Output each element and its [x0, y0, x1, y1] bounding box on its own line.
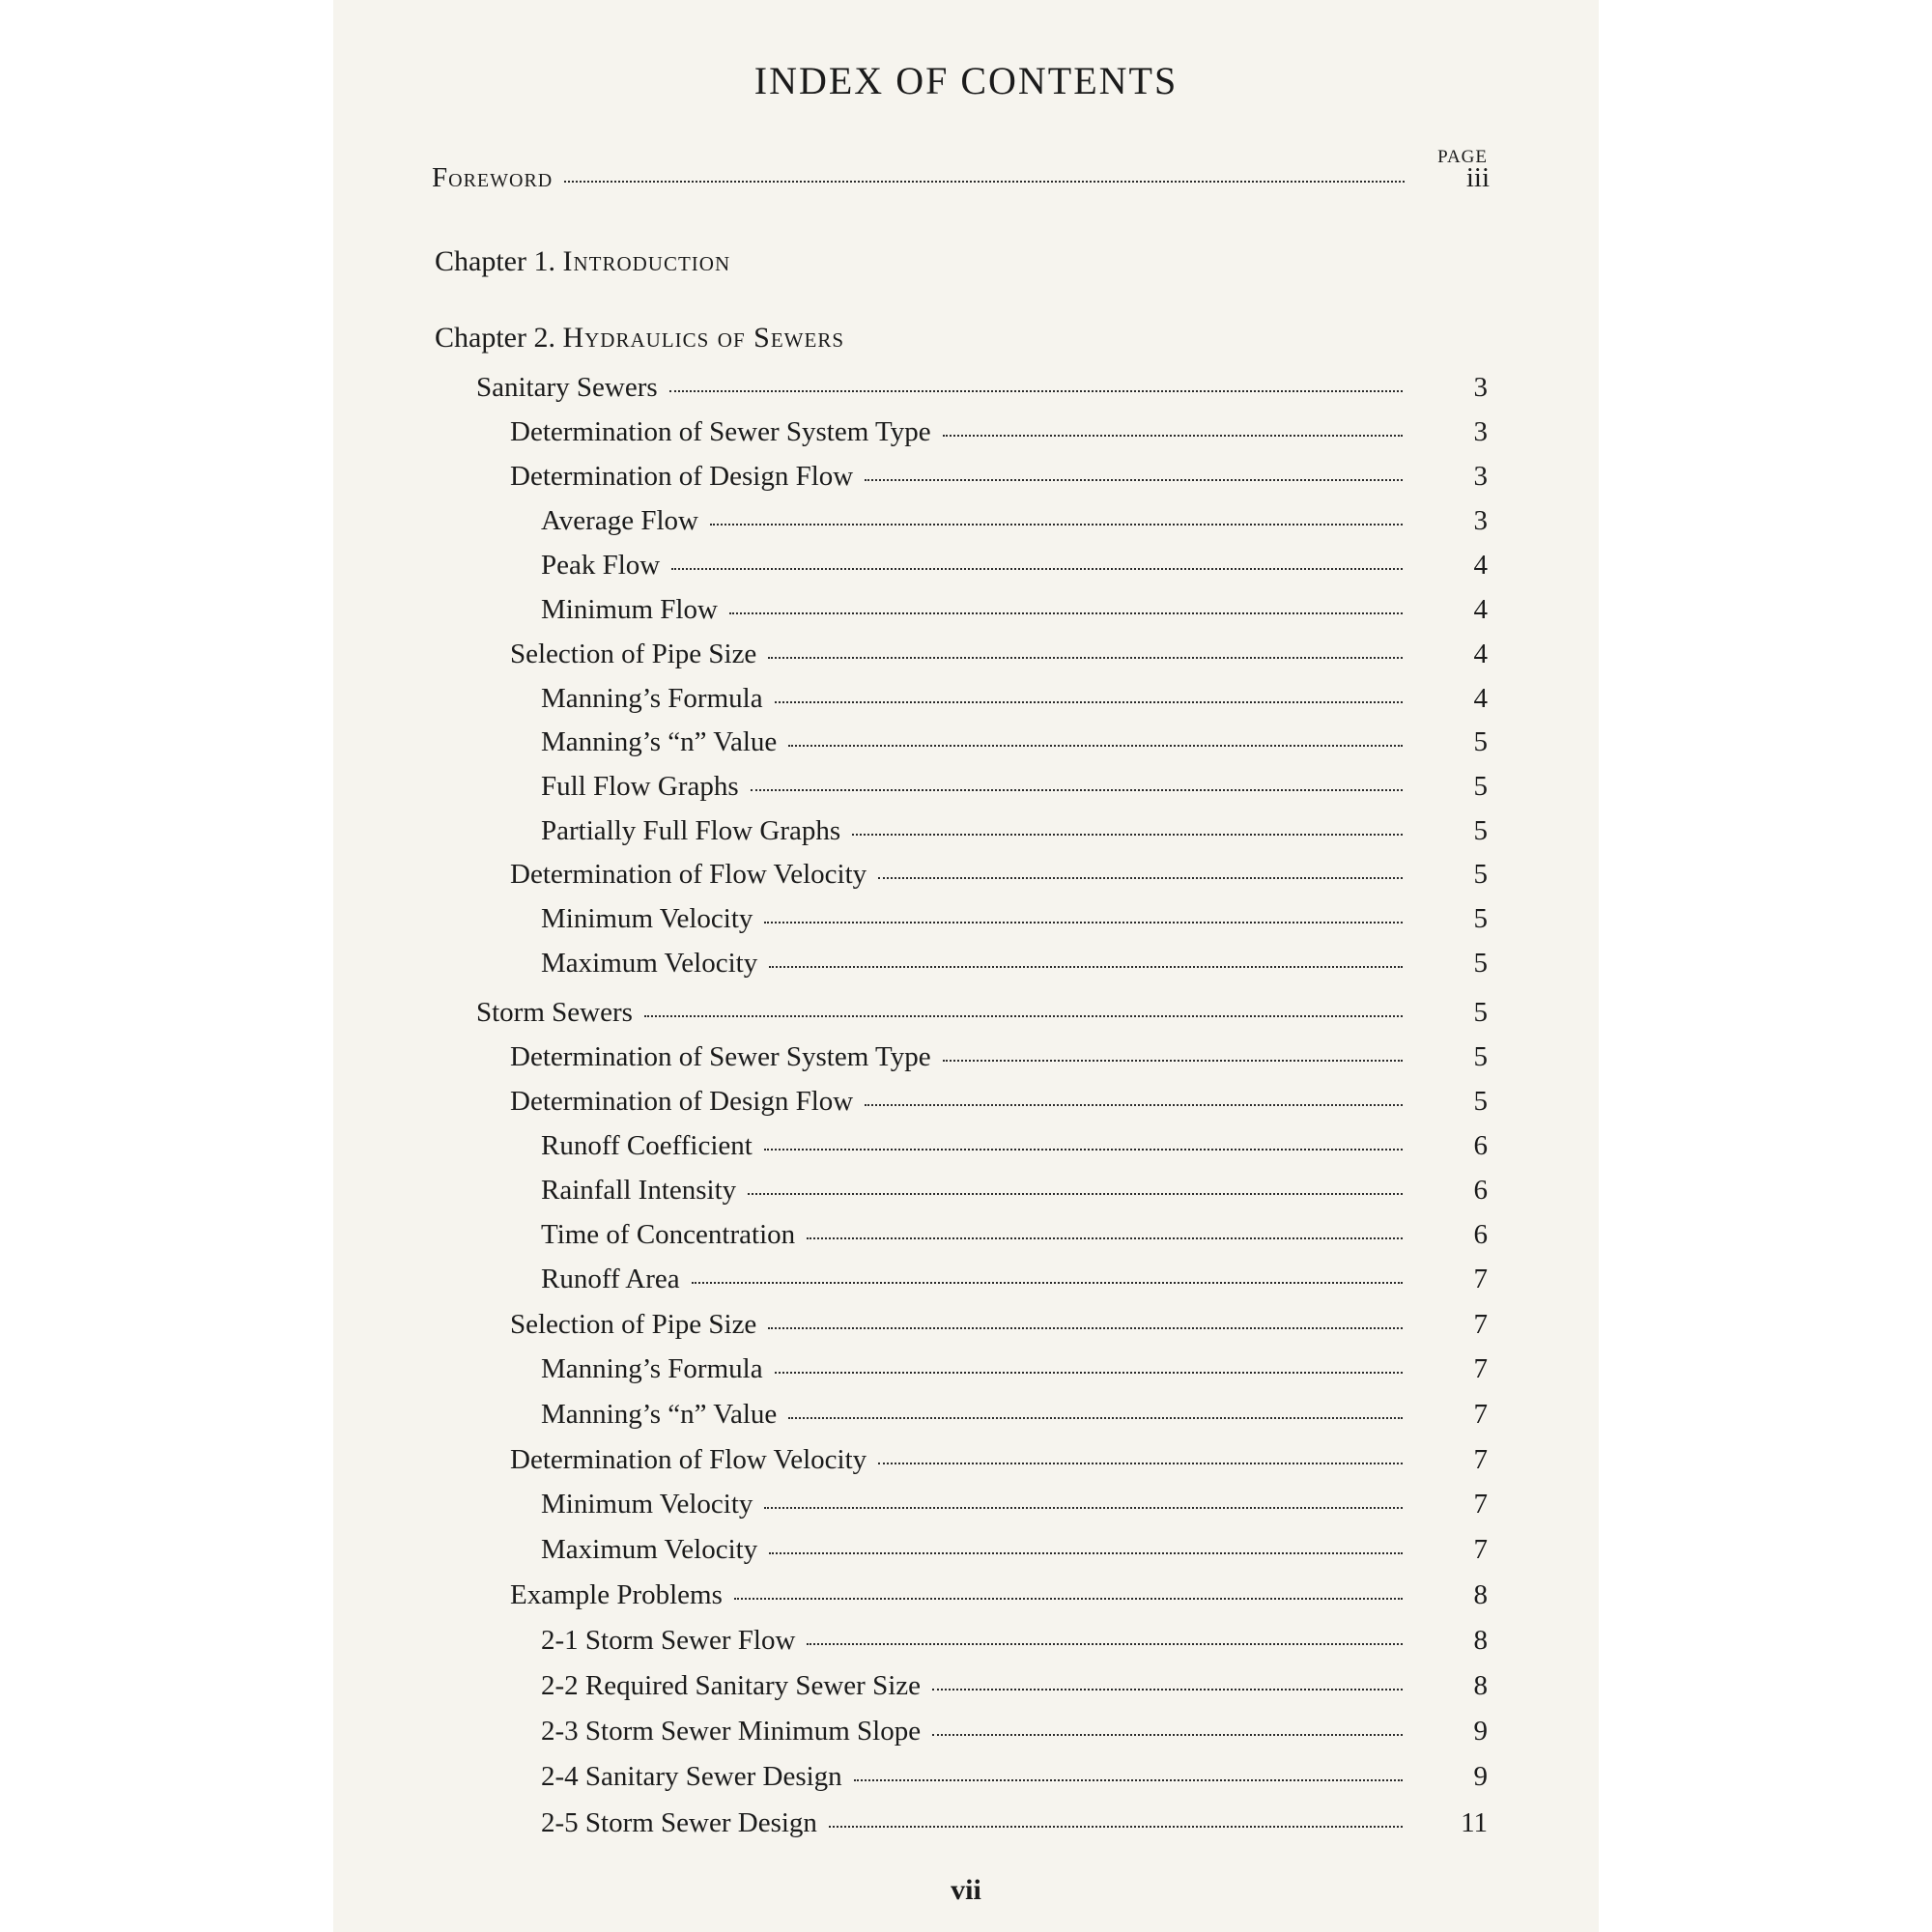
toc-entry-label: Full Flow Graphs — [541, 771, 739, 802]
toc-entry-page: 5 — [1473, 948, 1488, 979]
toc-entry — [541, 505, 1488, 544]
toc-entry-page: 5 — [1473, 726, 1488, 757]
toc-entry — [541, 771, 1488, 810]
leader-dots — [807, 1642, 1403, 1645]
toc-entry — [541, 1175, 1488, 1213]
toc-entry — [510, 461, 1488, 499]
toc-entry — [510, 416, 1488, 455]
leader-dots — [854, 1778, 1403, 1781]
toc-entry-page: 3 — [1473, 461, 1488, 492]
toc-entry-page: 5 — [1473, 771, 1488, 802]
toc-entry-label: 2-1 Storm Sewer Flow — [541, 1625, 796, 1656]
toc-entry-label: 2-5 Storm Sewer Design — [541, 1807, 817, 1838]
toc-entry-label: Determination of Flow Velocity — [510, 1444, 867, 1475]
leader-dots — [751, 788, 1403, 791]
toc-entry — [541, 1716, 1488, 1754]
leader-dots — [943, 1059, 1403, 1062]
toc-entry-label: 2-3 Storm Sewer Minimum Slope — [541, 1716, 922, 1747]
leader-dots — [788, 744, 1403, 747]
toc-entry-label: Peak Flow — [541, 550, 661, 581]
toc-entry-page: 5 — [1473, 903, 1488, 934]
leader-dots — [775, 1371, 1403, 1374]
toc-entry-label: Determination of Sewer System Type — [510, 416, 931, 447]
chapter-heading-2 — [435, 322, 844, 355]
toc-entry-label: Maximum Velocity — [541, 1534, 758, 1565]
leader-dots — [729, 611, 1403, 614]
toc-entry — [541, 1807, 1488, 1846]
leader-dots — [710, 523, 1403, 526]
toc-entry — [541, 726, 1488, 765]
book-page — [333, 0, 1599, 1932]
toc-entry-label: Determination of Flow Velocity — [510, 859, 867, 890]
toc-entry-label: Minimum Velocity — [541, 903, 753, 934]
toc-entry — [541, 1761, 1488, 1800]
leader-dots — [775, 700, 1403, 703]
toc-entry-label: Sanitary Sewers — [476, 372, 658, 403]
leader-dots — [669, 389, 1403, 392]
toc-entry — [476, 997, 1488, 1036]
toc-entry-page: 5 — [1473, 859, 1488, 890]
toc-entry-page: 7 — [1473, 1489, 1488, 1520]
chapter-name: Hydraulics of Sewers — [562, 322, 845, 354]
leader-dots — [788, 1416, 1403, 1419]
toc-entry-page: 7 — [1473, 1353, 1488, 1384]
toc-entry — [510, 1041, 1488, 1080]
toc-entry-label: Manning’s Formula — [541, 683, 763, 714]
toc-entry-page: 9 — [1473, 1716, 1488, 1747]
toc-entry-page: iii — [1465, 162, 1490, 193]
toc-entry-page: 9 — [1473, 1761, 1488, 1792]
toc-entry — [541, 550, 1488, 588]
toc-entry-label: Selection of Pipe Size — [510, 1309, 757, 1340]
toc-entry-page: 8 — [1473, 1579, 1488, 1610]
page-number: vii — [951, 1874, 981, 1906]
toc-entry-label: Manning’s “n” Value — [541, 726, 778, 757]
toc-entry-label: Rainfall Intensity — [541, 1175, 737, 1206]
toc-entry-label: Determination of Sewer System Type — [510, 1041, 931, 1072]
leader-dots — [865, 1103, 1403, 1106]
toc-entry-page: 3 — [1473, 372, 1488, 403]
toc-entry-page: 6 — [1473, 1130, 1488, 1161]
toc-entry — [510, 1309, 1488, 1348]
toc-entry-page: 7 — [1473, 1399, 1488, 1430]
leader-dots — [829, 1825, 1403, 1828]
toc-entry-label: Minimum Velocity — [541, 1489, 753, 1520]
toc-entry — [541, 1219, 1488, 1258]
toc-entry-page: 8 — [1473, 1670, 1488, 1701]
leader-dots — [878, 876, 1403, 879]
toc-entry-page: 5 — [1473, 997, 1488, 1028]
leader-dots — [764, 921, 1403, 923]
leader-dots — [865, 478, 1403, 481]
leader-dots — [943, 434, 1403, 437]
toc-entry-page: 4 — [1473, 683, 1488, 714]
page-title: INDEX OF CONTENTS — [753, 59, 1179, 102]
toc-entry-page: 7 — [1473, 1264, 1488, 1294]
toc-entry — [510, 859, 1488, 897]
toc-entry-label: Time of Concentration — [541, 1219, 796, 1250]
page-column-label: PAGE — [1437, 147, 1488, 167]
leader-dots — [769, 965, 1403, 968]
toc-entry-page: 4 — [1473, 550, 1488, 581]
toc-entry-label: Maximum Velocity — [541, 948, 758, 979]
toc-entry-page: 11 — [1461, 1807, 1488, 1838]
toc-entry — [541, 683, 1488, 722]
toc-entry — [541, 1130, 1488, 1169]
leader-dots — [878, 1462, 1403, 1464]
leader-dots — [671, 567, 1403, 570]
toc-entry-label: Example Problems — [510, 1579, 723, 1610]
toc-entry-page: 3 — [1473, 505, 1488, 536]
leader-dots — [692, 1281, 1403, 1284]
toc-entry-page: 4 — [1473, 639, 1488, 669]
toc-entry-label: Determination of Design Flow — [510, 1086, 854, 1117]
toc-entry-page: 7 — [1473, 1309, 1488, 1340]
toc-entry — [541, 1264, 1488, 1302]
toc-entry-label: Manning’s Formula — [541, 1353, 763, 1384]
leader-dots — [764, 1148, 1403, 1151]
leader-dots — [769, 1551, 1403, 1554]
toc-entry-label: 2-2 Required Sanitary Sewer Size — [541, 1670, 922, 1701]
toc-entry — [541, 1625, 1488, 1663]
toc-entry — [541, 1670, 1488, 1709]
leader-dots — [734, 1597, 1403, 1600]
toc-entry-page: 6 — [1473, 1175, 1488, 1206]
toc-entry — [541, 1534, 1488, 1573]
leader-dots — [932, 1733, 1403, 1736]
toc-entry-page: 3 — [1473, 416, 1488, 447]
toc-entry — [476, 372, 1488, 411]
toc-entry-label: Partially Full Flow Graphs — [541, 815, 841, 846]
toc-entry-page: 6 — [1473, 1219, 1488, 1250]
toc-entry-page: 7 — [1473, 1444, 1488, 1475]
toc-entry-label: Storm Sewers — [476, 997, 633, 1028]
toc-entry-label: Foreword — [432, 162, 554, 193]
toc-entry — [541, 1353, 1488, 1392]
leader-dots — [852, 833, 1403, 836]
toc-entry — [510, 1086, 1488, 1124]
toc-entry-page: 5 — [1473, 815, 1488, 846]
toc-entry — [541, 1399, 1488, 1437]
toc-entry-label: Average Flow — [541, 505, 698, 536]
chapter-prefix: Chapter 1. — [435, 245, 555, 277]
chapter-prefix: Chapter 2. — [435, 322, 555, 354]
leader-dots — [748, 1192, 1403, 1195]
toc-entry-page: 7 — [1473, 1534, 1488, 1565]
leader-dots — [932, 1688, 1403, 1690]
toc-entry-foreword — [432, 162, 1490, 201]
toc-entry-page: 5 — [1473, 1086, 1488, 1117]
toc-entry-page: 8 — [1473, 1625, 1488, 1656]
toc-entry — [510, 1444, 1488, 1483]
leader-dots — [807, 1236, 1403, 1239]
toc-entry-label: Runoff Coefficient — [541, 1130, 753, 1161]
toc-entry-label: Minimum Flow — [541, 594, 718, 625]
toc-entry-page: 5 — [1473, 1041, 1488, 1072]
toc-entry — [541, 1489, 1488, 1527]
chapter-name: Introduction — [562, 245, 731, 277]
toc-entry-label: Runoff Area — [541, 1264, 680, 1294]
toc-entry — [510, 639, 1488, 677]
toc-entry-label: Manning’s “n” Value — [541, 1399, 778, 1430]
toc-entry — [541, 948, 1488, 986]
leader-dots — [768, 1326, 1403, 1329]
toc-entry — [510, 1579, 1488, 1618]
leader-dots — [564, 180, 1405, 183]
leader-dots — [644, 1014, 1403, 1017]
toc-entry-label: 2-4 Sanitary Sewer Design — [541, 1761, 842, 1792]
toc-entry-page: 4 — [1473, 594, 1488, 625]
chapter-heading-1 — [435, 245, 730, 278]
toc-entry-label: Selection of Pipe Size — [510, 639, 757, 669]
leader-dots — [768, 656, 1403, 659]
toc-entry — [541, 815, 1488, 854]
toc-entry — [541, 903, 1488, 942]
toc-entry-label: Determination of Design Flow — [510, 461, 854, 492]
toc-entry — [541, 594, 1488, 633]
leader-dots — [764, 1506, 1403, 1509]
